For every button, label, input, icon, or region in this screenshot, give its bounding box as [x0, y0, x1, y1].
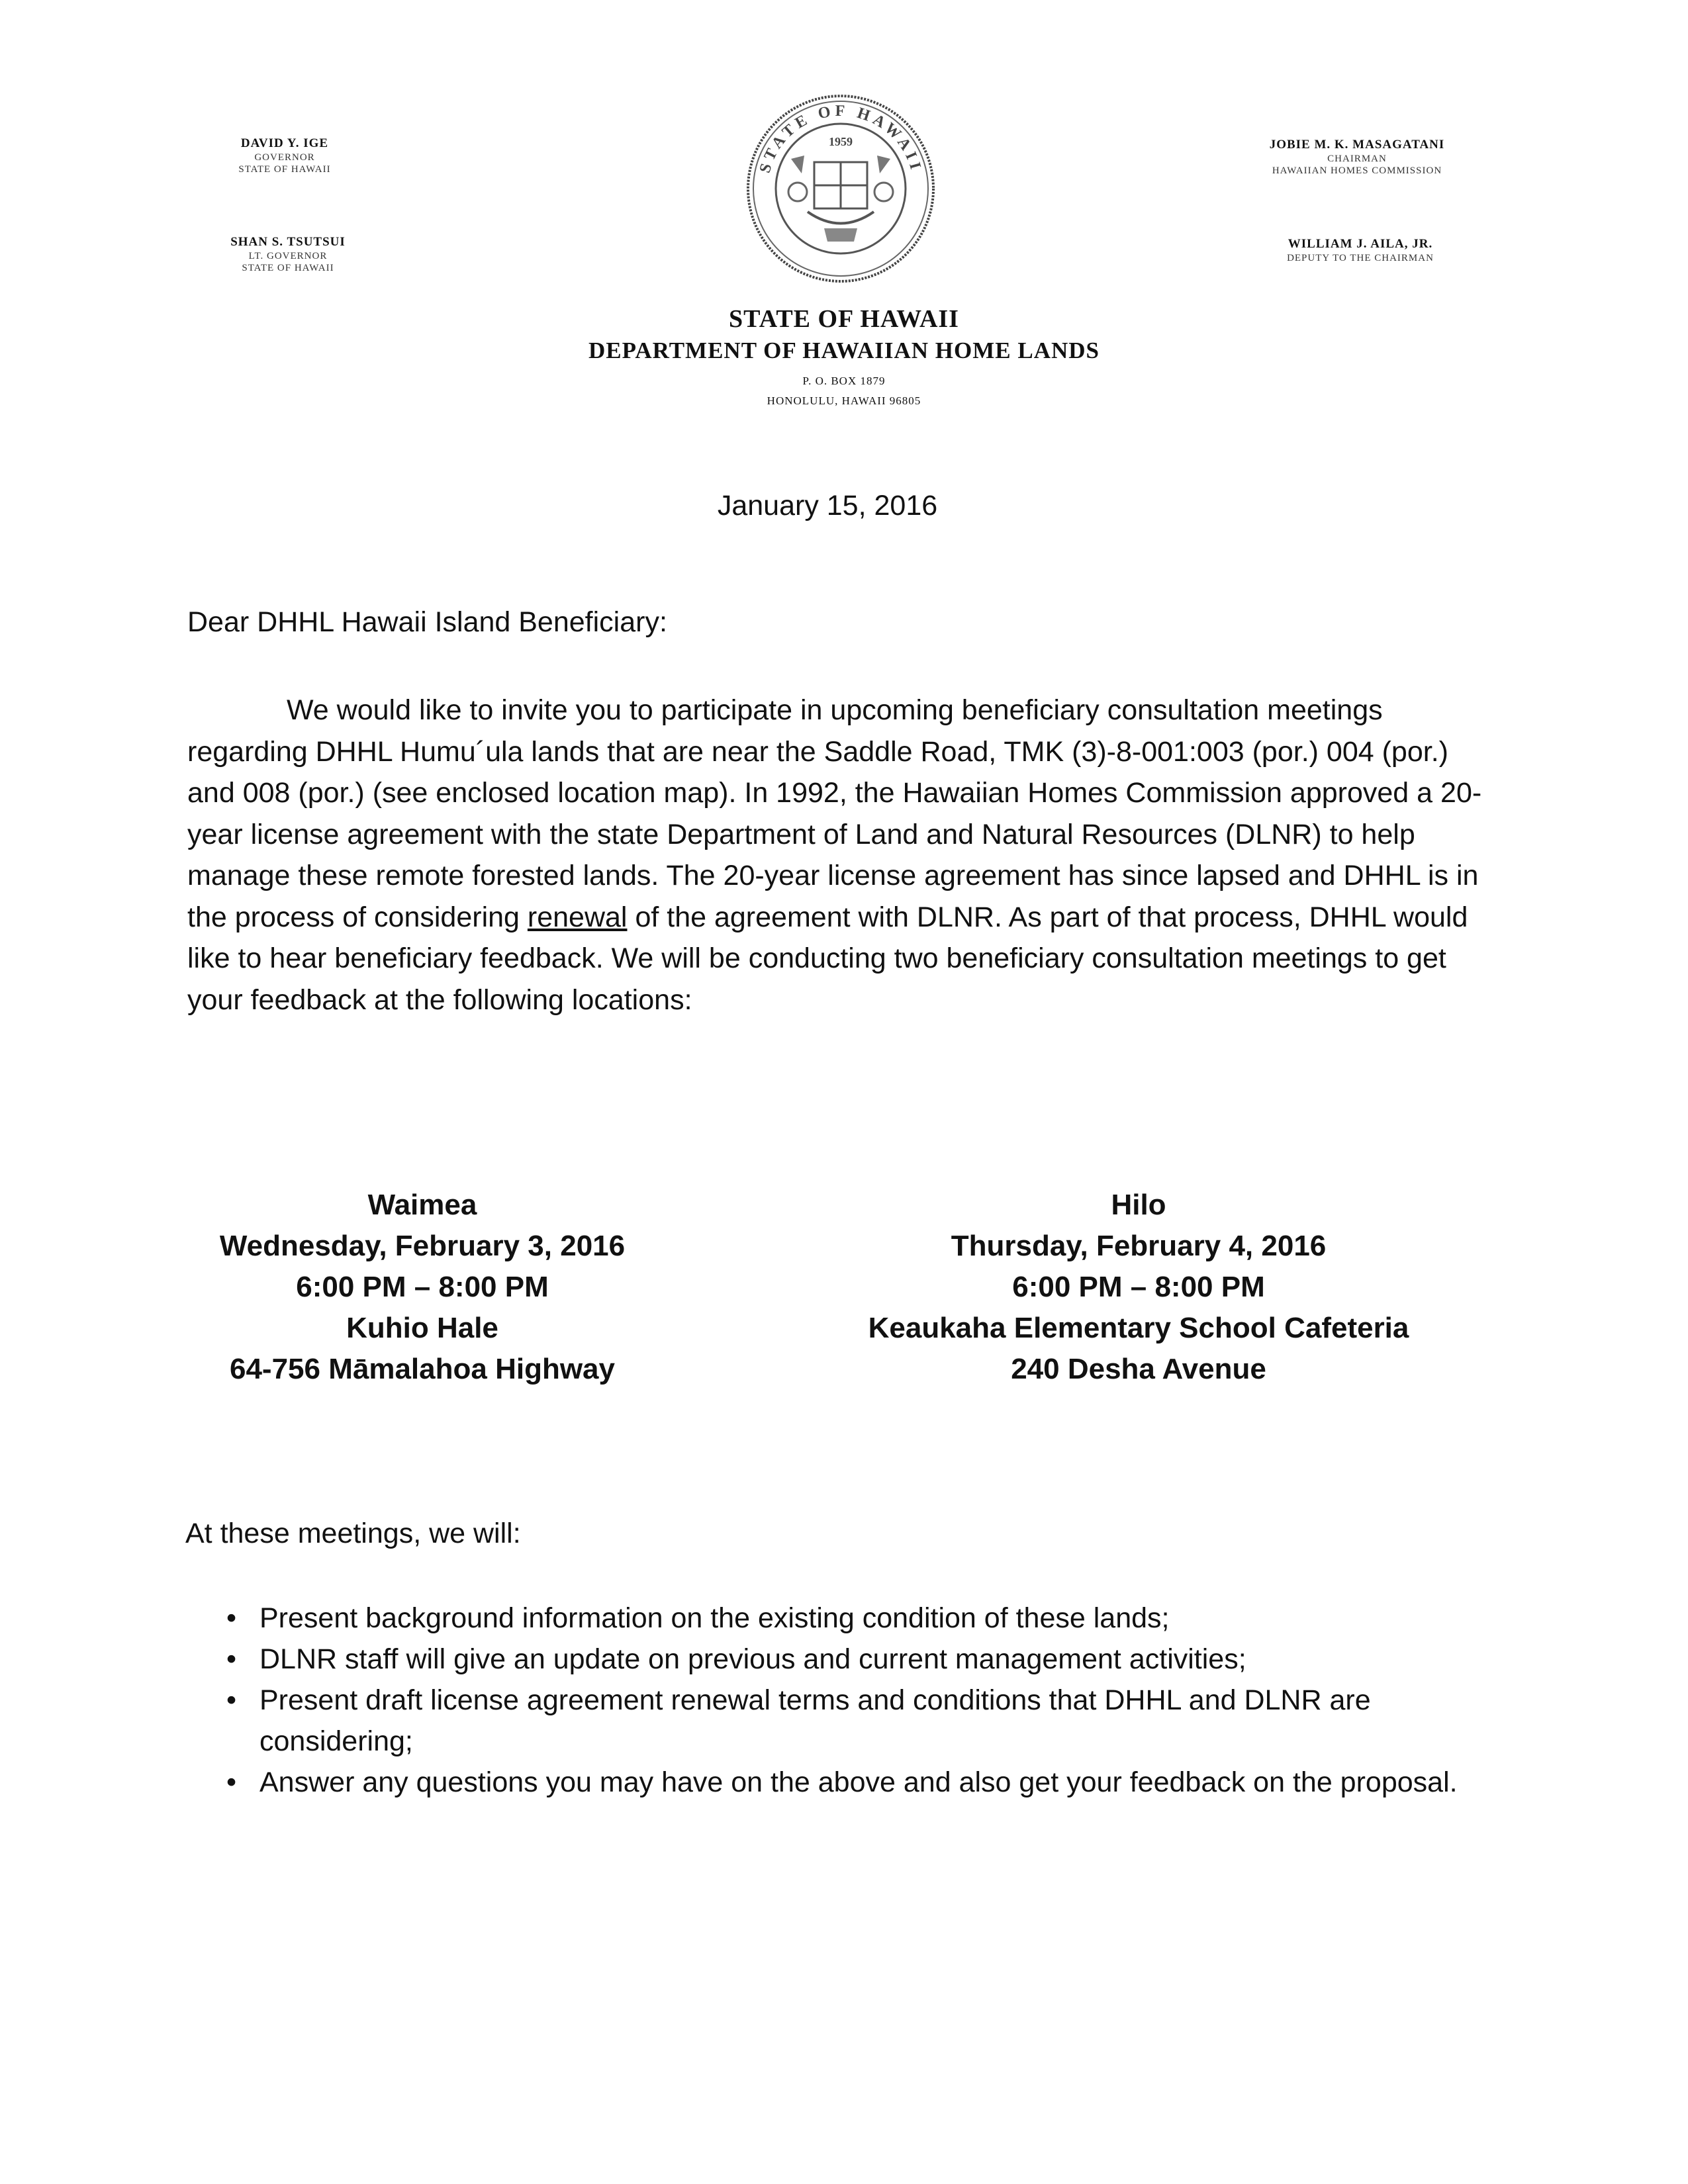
meeting-date: Wednesday, February 3, 2016: [219, 1230, 626, 1262]
meeting-date: Thursday, February 4, 2016: [951, 1230, 1327, 1262]
list-item: [185, 1598, 1483, 1639]
agenda-intro: At these meetings, we will:: [185, 1518, 521, 1549]
meeting-place: Waimea: [367, 1189, 477, 1221]
letter-date: January 15, 2016: [717, 490, 938, 522]
meeting-waimea: [187, 1185, 657, 1390]
bullet-icon: •: [226, 1602, 237, 1634]
letterhead-department: DEPARTMENT OF HAWAIIAN HOME LANDS: [588, 338, 1100, 363]
chairman-title: CHAIRMAN: [1327, 153, 1387, 164]
salutation: Dear DHHL Hawaii Island Beneficiary:: [187, 606, 667, 638]
seal-year: 1959: [829, 135, 853, 148]
agenda-list: [185, 1598, 1483, 1803]
list-item-text: Present background information on the existing condition of these lands;: [259, 1602, 1170, 1634]
meeting-venue: Kuhio Hale: [346, 1312, 498, 1344]
body-paragraph: [187, 690, 1485, 1021]
body-text-underlined: renewal: [527, 901, 628, 933]
meeting-venue: Keaukaha Elementary School Cafeteria: [868, 1312, 1409, 1344]
meeting-address: 64-756 Māmalahoa Highway: [229, 1353, 615, 1385]
deputy-title: DEPUTY TO THE CHAIRMAN: [1287, 252, 1434, 263]
bullet-icon: •: [226, 1643, 237, 1675]
chairman-block: [1244, 138, 1470, 177]
body-text-part2: of the agreement with DLNR. As part of that process, DHHL would like to hear beneficiary feedback. We will be conducting two beneficiary consultation meetings to get your feedback at the following locations:: [187, 901, 1468, 1016]
body-text-part1: We would like to invite you to participate in upcoming beneficiary consultation meetings regarding DHHL Humu´ula lands that are near the Saddle Road, TMK (3)-8-001:003 (por.) 004 (por.) and 008 (por.) (see enclosed location map). In 1992, the Hawaiian Homes Commission approved a 20-year license agreement with the state Department of Land and Natural Resources (DLNR) to help manage these remote forested lands. The 20-year license agreement has since lapsed and DHHL is in the process of considering: [187, 694, 1482, 933]
list-item: [185, 1680, 1483, 1762]
deputy-block: [1258, 237, 1463, 264]
governor-block: [192, 136, 377, 175]
list-item-text: Present draft license agreement renewal terms and conditions that DHHL and DLNR are considering;: [259, 1684, 1371, 1757]
list-item-text: Answer any questions you may have on the above and also get your feedback on the proposal.: [259, 1766, 1458, 1798]
list-item: [185, 1639, 1483, 1680]
chairman-org: HAWAIIAN HOMES COMMISSION: [1272, 165, 1442, 176]
lt-governor-block: [192, 235, 384, 274]
list-item-text: DLNR staff will give an update on previous and current management activities;: [259, 1643, 1246, 1675]
lt-governor-name: SHAN S. TSUTSUI: [230, 235, 346, 249]
bullet-icon: •: [226, 1684, 237, 1716]
meeting-address: 240 Desha Avenue: [1011, 1353, 1266, 1385]
governor-name: DAVID Y. IGE: [240, 136, 329, 150]
lt-governor-state: STATE OF HAWAII: [242, 262, 334, 273]
deputy-name: WILLIAM J. AILA, JR.: [1288, 237, 1433, 251]
letterhead-city: HONOLULU, HAWAII 96805: [767, 394, 921, 407]
meeting-time: 6:00 PM – 8:00 PM: [1012, 1271, 1265, 1303]
meeting-hilo: [837, 1185, 1440, 1390]
governor-title: GOVERNOR: [254, 152, 315, 163]
bullet-icon: •: [226, 1766, 237, 1798]
governor-state: STATE OF HAWAII: [238, 163, 331, 175]
lt-governor-title: LT. GOVERNOR: [248, 250, 328, 261]
state-seal-icon: [745, 93, 937, 285]
meeting-time: 6:00 PM – 8:00 PM: [296, 1271, 549, 1303]
list-item: [185, 1762, 1483, 1803]
chairman-name: JOBIE M. K. MASAGATANI: [1269, 138, 1445, 152]
seal-text: STATE OF HAWAII: [756, 102, 925, 175]
letterhead-state: STATE OF HAWAII: [729, 305, 959, 333]
meeting-place: Hilo: [1111, 1189, 1166, 1221]
letterhead-po-box: P. O. BOX 1879: [802, 375, 886, 387]
